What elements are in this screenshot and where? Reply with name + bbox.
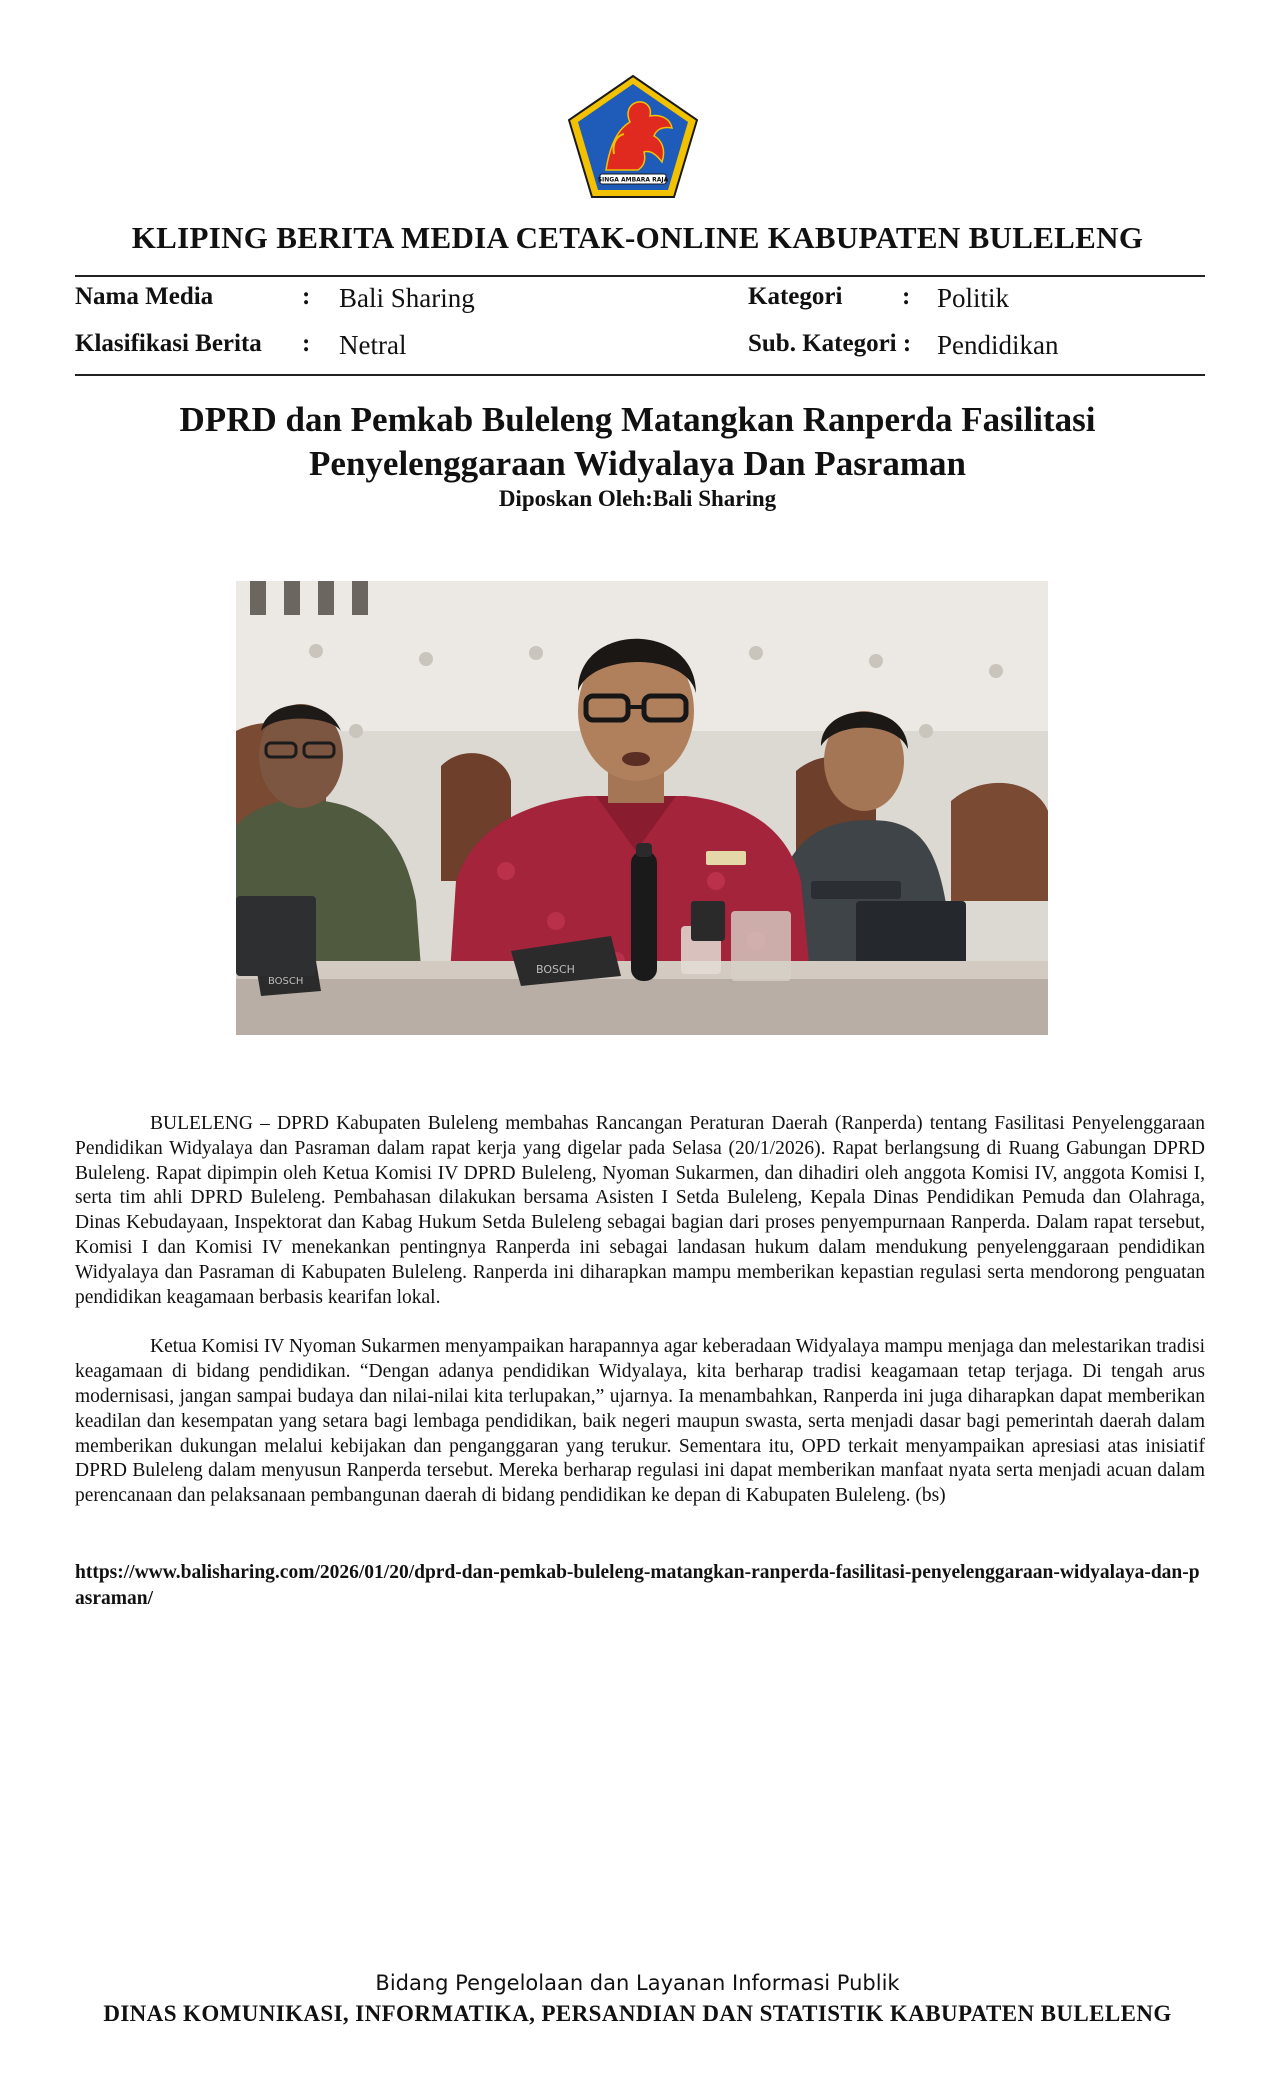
- article-paragraph: BULELENG – DPRD Kabupaten Buleleng membahas Rancangan Peraturan Daerah (Ranperda) tentang Fasilitasi Penyelenggaraan Pendidikan Widyalaya dan Pasraman dalam rapat kerja yang digelar pada Selasa (20/1/2026). Rapat berlangsung di Ruang Gabungan DPRD Buleleng. Rapat dipimpin oleh Ketua Komisi IV DPRD Buleleng, Nyoman Sukarmen, dan dihadiri oleh anggota Komisi IV, anggota Komisi I, serta tim ahli DPRD Buleleng. Pembahasan dilakukan bersama Asisten I Setda Buleleng, Kepala Dinas Pendidikan Pemuda dan Olahraga, Dinas Kebudayaan, Inspektorat dan Kabag Hukum Setda Buleleng sebagai bagian dari proses penyempurnaan Ranperda. Dalam rapat tersebut, Komisi I dan Komisi IV menekankan pentingnya Ranperda ini sebagai landasan hukum dalam mendukung penyelenggaraan pendidikan Widyalaya dan Pasraman di Kabupaten Buleleng. Ranperda ini diharapkan mampu memberikan kepastian regulasi serta mendorong penguatan pendidikan keagamaan berbasis kearifan lokal.: [75, 1113, 1205, 1308]
- category-label: Kategori: [748, 283, 843, 310]
- buleleng-emblem-logo: [566, 74, 700, 200]
- footer-division-name: Bidang Pengelolaan dan Layanan Informasi Publik: [375, 1971, 900, 1995]
- classification-value: Netral: [339, 330, 407, 360]
- classification-colon: :: [302, 330, 311, 357]
- media-name-value: Bali Sharing: [339, 283, 475, 313]
- media-name-label: Nama Media: [75, 283, 214, 310]
- classification-label: Klasifikasi Berita: [75, 330, 262, 357]
- header-top-rule: [75, 275, 1205, 277]
- category-colon: :: [902, 283, 911, 310]
- microphone-brand-text-left: BOSCH: [268, 976, 304, 987]
- article-paragraph: Ketua Komisi IV Nyoman Sukarmen menyampaikan harapannya agar keberadaan Widyalaya mampu menjaga dan melestarikan tradisi keagamaan di bidang pendidikan. “Dengan adanya pendidikan Widyalaya, kita berharap tradisi keagamaan tetap terjaga. Di tengah arus modernisasi, jangan sampai budaya dan nilai-nilai kita terlupakan,” ujarnya. Ia menambahkan, Ranperda ini juga diharapkan dapat memberikan keadilan dan kesempatan yang setara bagi lembaga pendidikan, baik negeri maupun swasta, serta menjadi dasar bagi pemerintah daerah dalam memberikan dukungan melalui kebijakan dan penganggaran yang terukur. Sementara itu, OPD terkait menyampaikan apresiasi atas inisiatif DPRD Buleleng dalam menyusun Ranperda tersebut. Mereka berharap regulasi ini dapat memberikan manfaat nyata serta menjadi acuan dalam perencanaan dan pelaksanaan pembangunan daerah di bidang pendidikan ke depan di Kabupaten Buleleng. (bs): [75, 1336, 1205, 1507]
- microphone-brand-text-right: BOSCH: [536, 963, 575, 976]
- logo-motto-text: SINGA AMBARA RAJA: [597, 176, 669, 184]
- footer-agency-name: DINAS KOMUNIKASI, INFORMATIKA, PERSANDIAN DAN STATISTIK KABUPATEN BULELENG: [103, 2001, 1172, 2026]
- article-title: [0, 398, 1275, 486]
- article-title-line1: DPRD dan Pemkab Buleleng Matangkan Ranperda Fasilitasi: [179, 400, 1096, 439]
- article-body: [75, 1112, 1205, 1534]
- article-byline: Diposkan Oleh:Bali Sharing: [498, 486, 777, 511]
- document-header-title: KLIPING BERITA MEDIA CETAK-ONLINE KABUPATEN BULELENG: [131, 220, 1144, 255]
- header-bottom-rule: [75, 374, 1205, 376]
- media-name-colon: :: [302, 283, 311, 310]
- article-photo: [236, 581, 1048, 1035]
- meeting-photo-illustration: [236, 581, 1048, 1035]
- article-title-line2: Penyelenggaraan Widyalaya Dan Pasraman: [309, 444, 966, 483]
- subcategory-value: Pendidikan: [937, 330, 1059, 360]
- emblem-icon: [566, 74, 700, 200]
- source-url-link[interactable]: https://www.balisharing.com/2026/01/20/dprd-dan-pemkab-buleleng-matangkan-ranperda-fasilitasi-penyelenggaraan-widyalaya-dan-pasraman/: [75, 1562, 1200, 1609]
- category-value: Politik: [937, 283, 1010, 313]
- subcategory-label: Sub. Kategori :: [748, 330, 912, 357]
